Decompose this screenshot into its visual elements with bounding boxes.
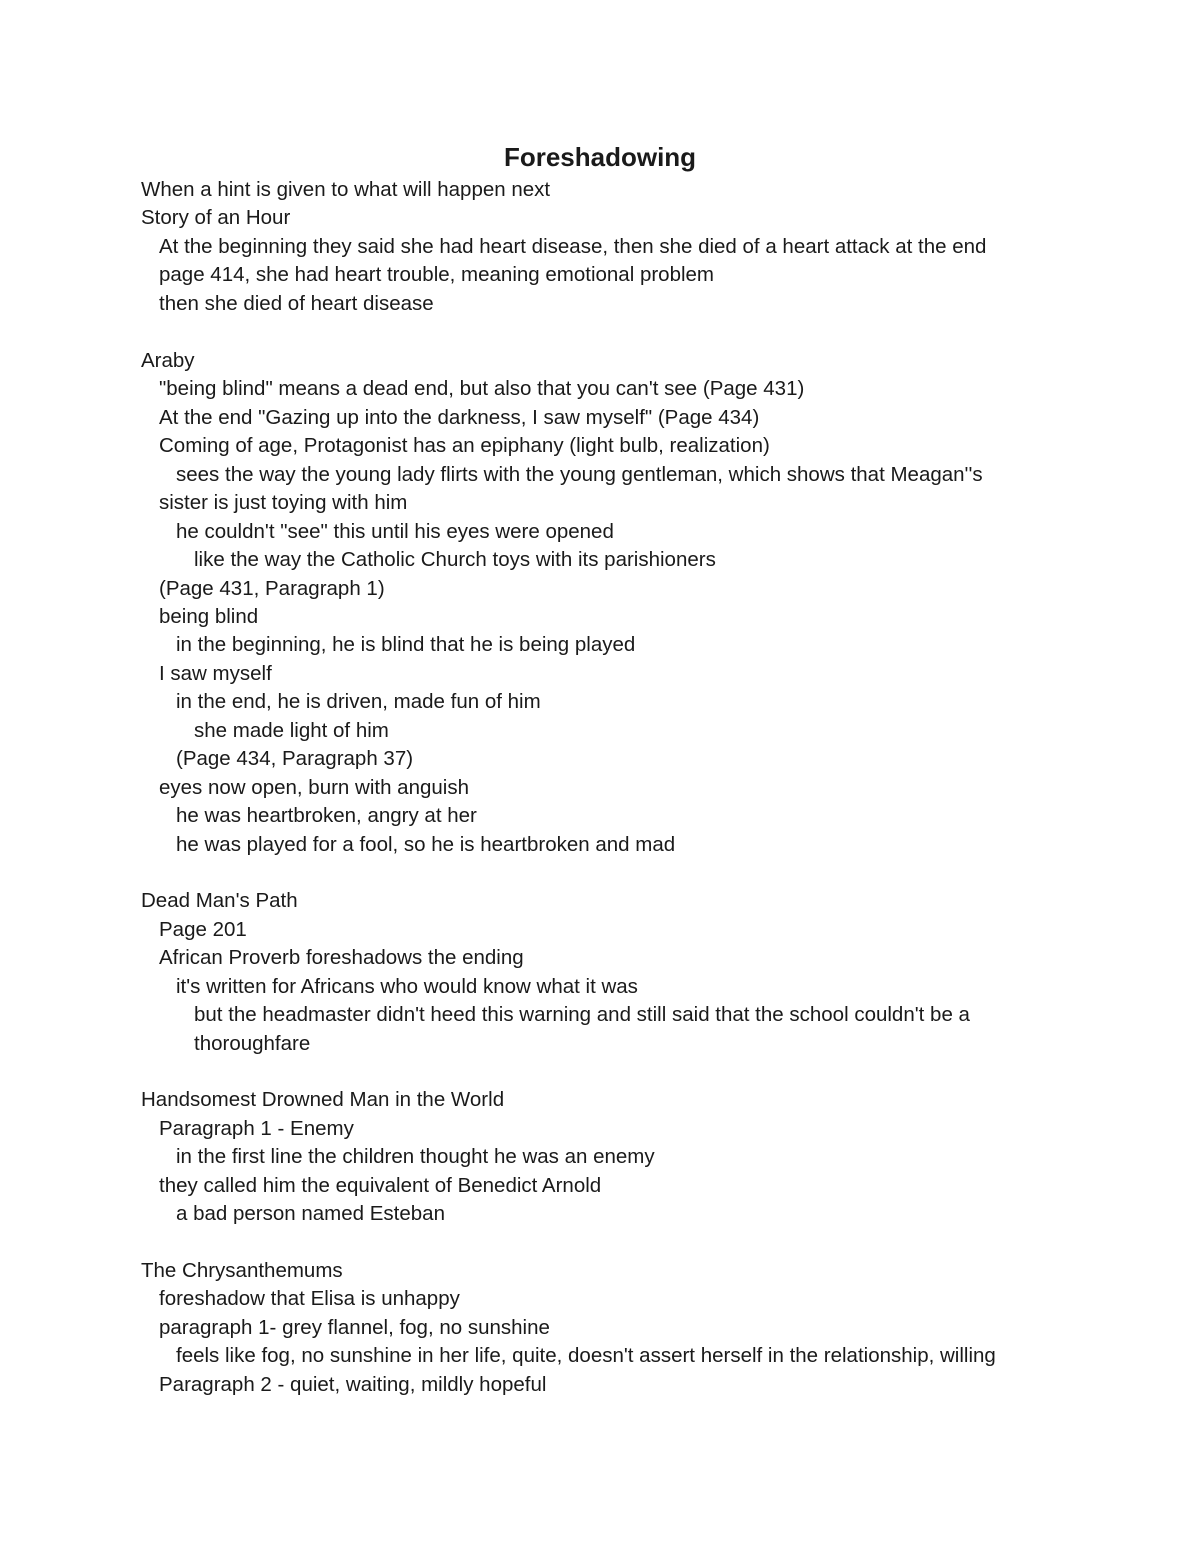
note-line: in the first line the children thought he was an enemy xyxy=(176,1145,655,1168)
note-line: then she died of heart disease xyxy=(159,292,434,315)
note-line: I saw myself xyxy=(159,662,272,685)
note-line: (Page 434, Paragraph 37) xyxy=(176,747,414,770)
note-line: Paragraph 2 - quiet, waiting, mildly hopeful xyxy=(159,1373,547,1396)
note-line: they called him the equivalent of Benedict Arnold xyxy=(159,1174,602,1197)
section-heading-araby: Araby xyxy=(141,349,195,372)
note-line: At the beginning they said she had heart disease, then she died of a heart attack at the end xyxy=(159,235,987,258)
note-line: sister is just toying with him xyxy=(159,491,408,514)
note-line: "being blind" means a dead end, but also that you can't see (Page 431) xyxy=(159,377,805,400)
note-line: thoroughfare xyxy=(194,1032,311,1055)
note-line: foreshadow that Elisa is unhappy xyxy=(159,1287,460,1310)
section-heading-handsomest-drowned-man: Handsomest Drowned Man in the World xyxy=(141,1088,505,1111)
note-line: a bad person named Esteban xyxy=(176,1202,445,1225)
note-line: paragraph 1- grey flannel, fog, no sunshine xyxy=(159,1316,550,1339)
section-heading-chrysanthemums: The Chrysanthemums xyxy=(141,1259,343,1282)
note-line: feels like fog, no sunshine in her life, quite, doesn't assert herself in the relationship, willing xyxy=(176,1344,996,1367)
note-line: but the headmaster didn't heed this warning and still said that the school couldn't be a xyxy=(194,1003,970,1026)
section-heading-dead-mans-path: Dead Man's Path xyxy=(141,889,298,912)
note-line: he was heartbroken, angry at her xyxy=(176,804,477,827)
note-line: Coming of age, Protagonist has an epiphany (light bulb, realization) xyxy=(159,434,770,457)
note-line: (Page 431, Paragraph 1) xyxy=(159,577,385,600)
note-line: he was played for a fool, so he is heartbroken and mad xyxy=(176,833,676,856)
note-line: like the way the Catholic Church toys with its parishioners xyxy=(194,548,716,571)
note-line: page 414, she had heart trouble, meaning emotional problem xyxy=(159,263,715,286)
note-line: it's written for Africans who would know what it was xyxy=(176,975,638,998)
definition-line: When a hint is given to what will happen next xyxy=(141,178,551,201)
note-line: he couldn't "see" this until his eyes were opened xyxy=(176,520,614,543)
note-line: being blind xyxy=(159,605,259,628)
section-heading-story-of-an-hour: Story of an Hour xyxy=(141,206,291,229)
note-line: sees the way the young lady flirts with the young gentleman, which shows that Meagan''s xyxy=(176,463,983,486)
note-line: At the end "Gazing up into the darkness, I saw myself" (Page 434) xyxy=(159,406,760,429)
note-line: in the beginning, he is blind that he is being played xyxy=(176,633,636,656)
note-line: African Proverb foreshadows the ending xyxy=(159,946,524,969)
note-line: Paragraph 1 - Enemy xyxy=(159,1117,354,1140)
document-title: Foreshadowing xyxy=(503,142,697,172)
note-line: in the end, he is driven, made fun of him xyxy=(176,690,541,713)
note-line: she made light of him xyxy=(194,719,389,742)
note-line: Page 201 xyxy=(159,918,247,941)
note-line: eyes now open, burn with anguish xyxy=(159,776,469,799)
